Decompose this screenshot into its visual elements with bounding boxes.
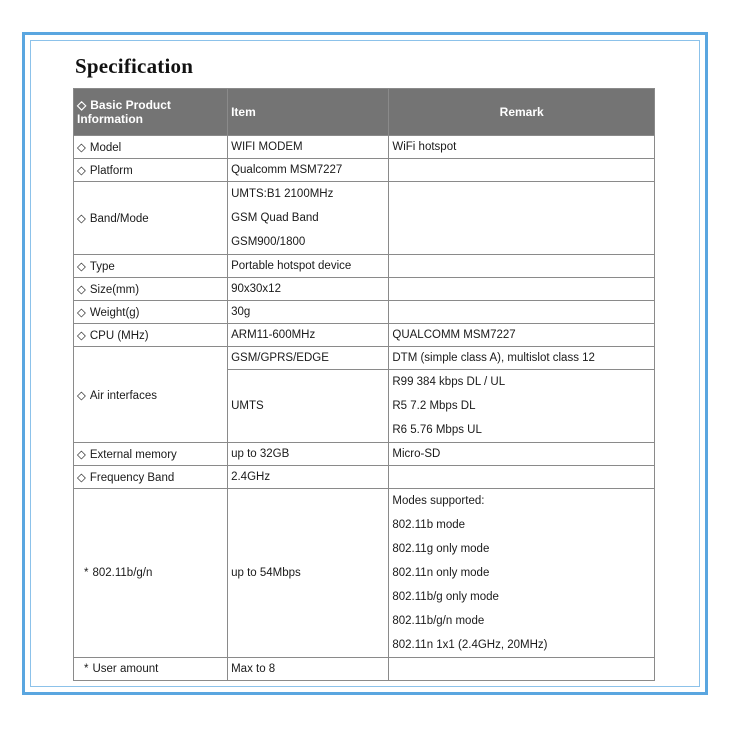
table-row bbox=[74, 324, 655, 347]
diamond-bullet-icon: ◇ bbox=[77, 165, 86, 177]
row-label-freq bbox=[74, 466, 228, 489]
spec-table bbox=[73, 88, 655, 681]
label: External memory bbox=[89, 449, 177, 461]
diamond-bullet-icon: ◇ bbox=[77, 389, 86, 402]
row-label-users bbox=[74, 658, 228, 681]
cell-item: Portable hotspot device bbox=[228, 255, 389, 278]
cell-item: 30g bbox=[228, 301, 389, 324]
table-row bbox=[74, 136, 655, 159]
label: Type bbox=[89, 261, 115, 273]
label: Size(mm) bbox=[89, 284, 140, 296]
table-row bbox=[74, 347, 655, 370]
label: Frequency Band bbox=[89, 472, 175, 484]
item-line: UMTS:B1 2100MHz bbox=[231, 188, 334, 200]
diamond-bullet-icon: ◇ bbox=[77, 261, 86, 273]
asterisk-bullet-icon: * bbox=[84, 567, 89, 579]
cell-remark bbox=[389, 489, 655, 658]
row-label-model bbox=[74, 136, 228, 159]
row-label-weight bbox=[74, 301, 228, 324]
cell-remark: WiFi hotspot bbox=[389, 136, 655, 159]
row-label-size bbox=[74, 278, 228, 301]
row-label-band bbox=[74, 182, 228, 255]
cell-item: up to 54Mbps bbox=[228, 489, 389, 658]
diamond-bullet-icon: ◇ bbox=[77, 98, 87, 112]
item-line: GSM Quad Band GSM900/1800 bbox=[231, 212, 319, 248]
remark-line: 802.11n only mode bbox=[392, 567, 490, 579]
remark-line: 802.11g only mode bbox=[392, 543, 490, 555]
diamond-bullet-icon: ◇ bbox=[77, 142, 86, 154]
asterisk-bullet-icon: * bbox=[84, 663, 89, 675]
cell-remark bbox=[389, 658, 655, 681]
table-row bbox=[74, 159, 655, 182]
cell-item: Qualcomm MSM7227 bbox=[228, 159, 389, 182]
remark-line: Modes supported: bbox=[392, 495, 485, 507]
label: Weight(g) bbox=[89, 307, 140, 319]
label: CPU (MHz) bbox=[89, 330, 149, 342]
table-row bbox=[74, 489, 655, 658]
cell-remark bbox=[389, 182, 655, 255]
table-row bbox=[74, 255, 655, 278]
remark-line: 802.11b/g/n mode bbox=[392, 615, 485, 627]
cell-remark: Micro-SD bbox=[389, 443, 655, 466]
cell-remark bbox=[389, 370, 655, 443]
remark-line: 802.11n 1x1 (2.4GHz, 20MHz) bbox=[392, 639, 548, 651]
cell-item: up to 32GB bbox=[228, 443, 389, 466]
cell-item: ARM11-600MHz bbox=[228, 324, 389, 347]
remark-line: 802.11b/g only mode bbox=[392, 591, 499, 603]
label: Air interfaces bbox=[89, 389, 157, 402]
row-label-air bbox=[74, 347, 228, 443]
table-header-row bbox=[74, 89, 655, 136]
row-label-wifi bbox=[74, 489, 228, 658]
table-row bbox=[74, 443, 655, 466]
cell-item: UMTS bbox=[228, 370, 389, 443]
page-title: Specification bbox=[75, 54, 194, 78]
row-label-memory bbox=[74, 443, 228, 466]
header-item: Item bbox=[228, 89, 389, 136]
label: 802.11b/g/n bbox=[92, 567, 153, 579]
table-row bbox=[74, 466, 655, 489]
header-remark: Remark bbox=[389, 89, 655, 136]
diamond-bullet-icon: ◇ bbox=[77, 330, 86, 342]
remark-line: R5 7.2 Mbps DL bbox=[392, 400, 476, 412]
label: Model bbox=[89, 142, 122, 154]
cell-item: Max to 8 bbox=[228, 658, 389, 681]
cell-remark bbox=[389, 159, 655, 182]
label: Band/Mode bbox=[89, 213, 149, 225]
row-label-type bbox=[74, 255, 228, 278]
diamond-bullet-icon: ◇ bbox=[77, 449, 86, 461]
cell-remark: DTM (simple class A), multislot class 12 bbox=[389, 347, 655, 370]
header-label: Basic Product Information bbox=[77, 98, 171, 126]
label: Platform bbox=[89, 165, 133, 177]
cell-item: 90x30x12 bbox=[228, 278, 389, 301]
row-label-cpu bbox=[74, 324, 228, 347]
cell-remark bbox=[389, 255, 655, 278]
table-row bbox=[74, 278, 655, 301]
cell-item: WIFI MODEM bbox=[228, 136, 389, 159]
diamond-bullet-icon: ◇ bbox=[77, 213, 86, 225]
diamond-bullet-icon: ◇ bbox=[77, 472, 86, 484]
cell-remark bbox=[389, 301, 655, 324]
header-basic-info bbox=[74, 89, 228, 136]
remark-line: R99 384 kbps DL / UL bbox=[392, 376, 506, 388]
row-label-platform bbox=[74, 159, 228, 182]
diamond-bullet-icon: ◇ bbox=[77, 307, 86, 319]
table-row bbox=[74, 301, 655, 324]
table-row bbox=[74, 182, 655, 255]
table-row bbox=[74, 658, 655, 681]
cell-item bbox=[228, 182, 389, 255]
diamond-bullet-icon: ◇ bbox=[77, 284, 86, 296]
cell-remark: QUALCOMM MSM7227 bbox=[389, 324, 655, 347]
remark-line: 802.11b mode bbox=[392, 519, 466, 531]
cell-item: GSM/GPRS/EDGE bbox=[228, 347, 389, 370]
label: User amount bbox=[92, 663, 159, 675]
cell-remark bbox=[389, 278, 655, 301]
cell-remark bbox=[389, 466, 655, 489]
cell-item: 2.4GHz bbox=[228, 466, 389, 489]
remark-line: R6 5.76 Mbps UL bbox=[392, 424, 482, 436]
